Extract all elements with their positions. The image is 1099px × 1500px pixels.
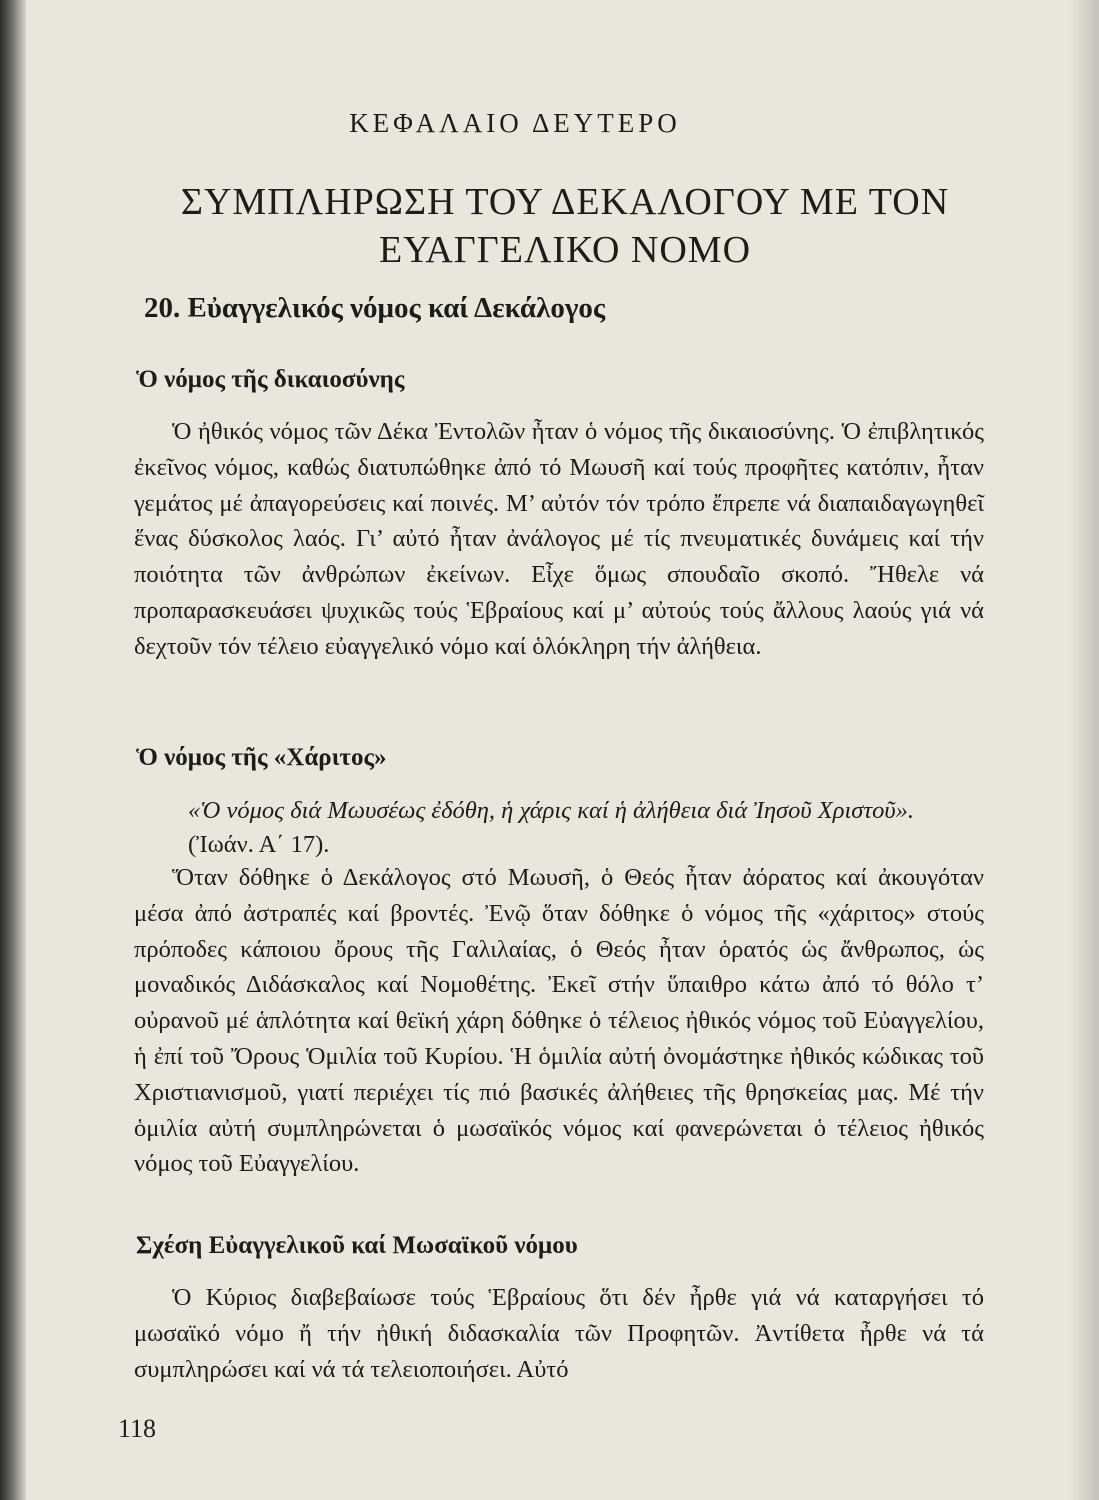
paragraph-grace: Ὅταν δόθηκε ὁ Δεκάλογος στό Μωυσῆ, ὁ Θεός ἦταν ἀόρατος καί ἀκουγόταν μέσα ἀπό ἀστραπές καί βροντές. Ἐνῷ ὅταν δόθηκε ὁ νόμος τῆς «χάριτος» στούς πρόποδες κάποιου ὄρους τῆς Γαλιλαίας, ὁ Θεός ἦταν ὁρατός ὡς ἄνθρωπος, ὡς μοναδικός Διδάσκαλος καί Νομοθέτης. Ἐκεῖ στήν ὕπαιθρο κάτω ἀπό τό θόλο τ’ οὐρανοῦ μέ ἁπλότητα καί θεϊκή χάρη δόθηκε ὁ τέλειος ἠθικός νόμος τοῦ Εὐαγγελίου, ἡ ἐπί τοῦ Ὄρους Ὁμιλία τοῦ Κυρίου. Ἡ ὁμιλία αὐτή ὀνομάστηκε ἠθικός κώδικας τοῦ Χριστιανισμοῦ, γιατί περιέχει τίς πιό βασικές ἀλήθειες τῆς θρησκείας μας. Μέ τήν ὁμιλία αὐτή συμπληρώνεται ὁ μωσαϊκός νόμος καί φανερώνεται ὁ τέλειος ἠθικός νόμος τοῦ Εὐαγγελίου.: [134, 864, 984, 1178]
subheading-relation: Σχέση Εὐαγγελικοῦ καί Μωσαϊκοῦ νόμου: [136, 1232, 578, 1259]
subheading-righteousness: Ὁ νόμος τῆς δικαιοσύνης: [136, 366, 405, 393]
chapter-title-line-1: ΣΥΜΠΛΗΡΩΣΗ ΤΟΥ ΔΕΚΑΛΟΓΟΥ ΜΕ ΤΟΝ: [180, 181, 950, 223]
quote-text: «Ὁ νόμος διά Μωυσέως ἐδόθη, ἡ χάρις καί ἡ ἀλήθεια διά Ἰησοῦ Χριστοῦ».: [188, 797, 914, 824]
quote-reference: (Ἰωάν. Α΄ 17).: [188, 831, 330, 858]
subheading-grace: Ὁ νόμος τῆς «Χάριτος»: [136, 744, 387, 771]
chapter-label: ΚΕΦΑΛΑΙΟ ΔΕΥΤΕΡΟ: [349, 108, 681, 138]
scripture-quote: [188, 794, 984, 862]
page-number: 118: [118, 1414, 157, 1443]
book-spine-shadow: [0, 0, 26, 1500]
page-edge-shadow: [1069, 0, 1099, 1500]
chapter-title-line-2: ΕΥΑΓΓΕΛΙΚΟ ΝΟΜΟ: [378, 229, 752, 271]
paragraph-righteousness: Ὁ ἠθικός νόμος τῶν Δέκα Ἐντολῶν ἦταν ὁ νόμος τῆς δικαιοσύνης. Ὁ ἐπιβλητικός ἐκεῖνος νόμος, καθώς διατυπώθηκε ἀπό τό Μωυσῆ καί τούς προφῆτες κατόπιν, ἦταν γεμάτος μέ ἀπαγορεύσεις καί ποινές. Μ’ αὐτόν τόν τρόπο ἔπρεπε νά διαπαιδαγωγηθεῖ ἕνας δύσκολος λαός. Γι’ αὐτό ἦταν ἀνάλογος μέ τίς πνευματικές δυνάμεις καί τήν ποιότητα τῶν ἀνθρώπων ἐκείνων. Εἶχε ὅμως σπουδαῖο σκοπό. Ἤθελε νά προπαρασκευάσει ψυχικῶς τούς Ἑβραίους καί μ’ αὐτούς τούς ἄλλους λαούς γιά νά δεχτοῦν τόν τέλειο εὐαγγελικό νόμο καί ὁλόκληρη τήν ἀλήθεια.: [134, 418, 984, 660]
paragraph-relation: Ὁ Κύριος διαβεβαίωσε τούς Ἑβραίους ὅτι δέν ἦρθε γιά νά καταργήσει τό μωσαϊκό νόμο ἤ τήν ἠθική διδασκαλία τῶν Προφητῶν. Ἀντίθετα ἦρθε νά τά συμπληρώσει καί νά τά τελειοποιήσει. Αὐτό: [134, 1284, 984, 1383]
section-heading: 20. Εὐαγγελικός νόμος καί Δεκάλογος: [144, 292, 606, 324]
chapter-title: [130, 178, 1000, 274]
book-page: [118, 0, 1000, 1500]
